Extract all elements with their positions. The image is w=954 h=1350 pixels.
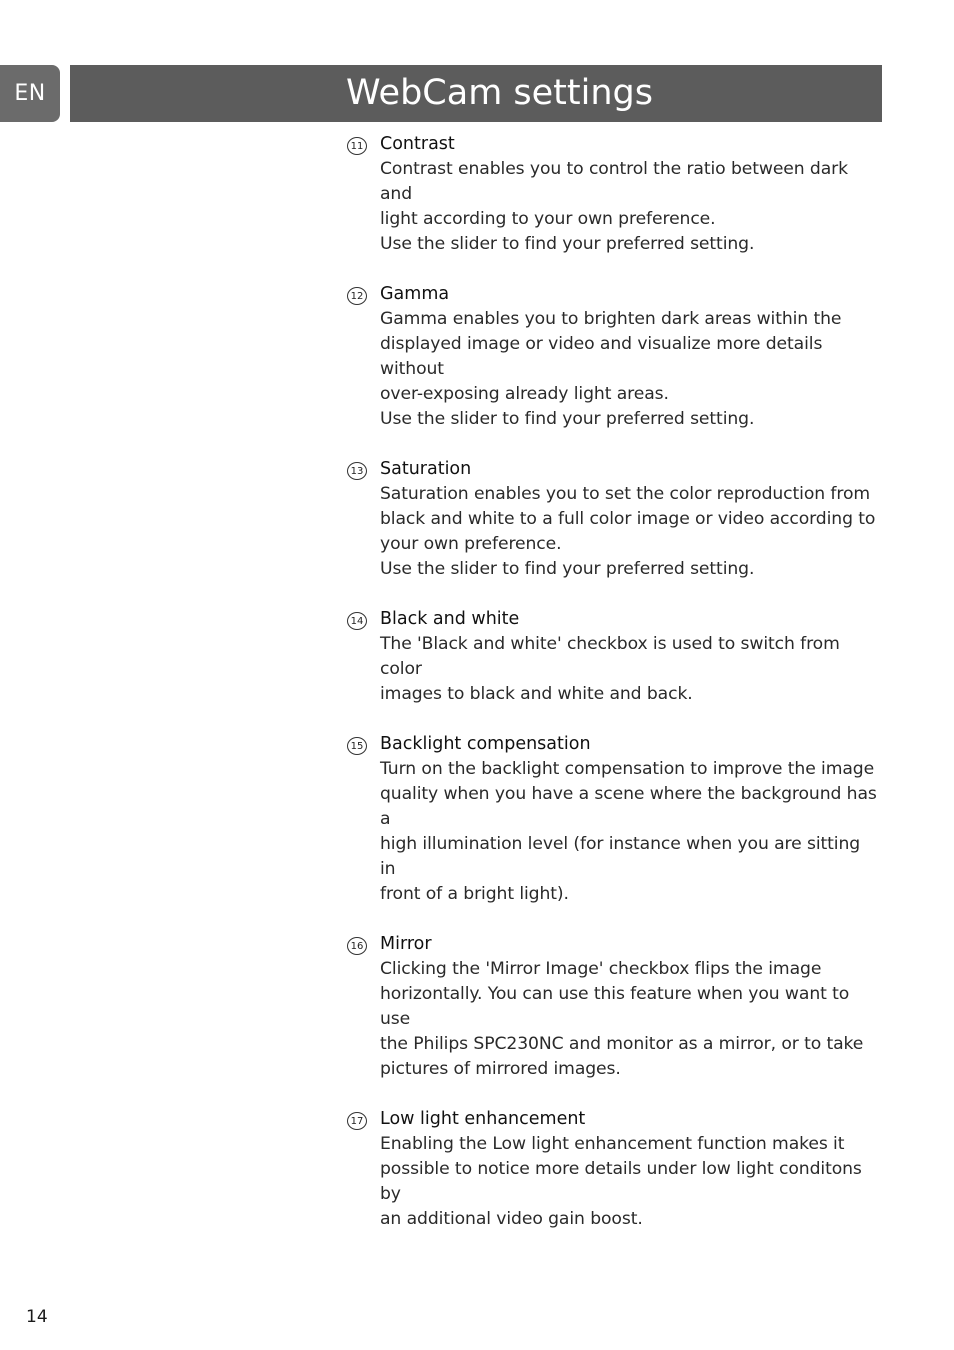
setting-description: Contrast enables you to control the ratio between dark and light according to your own preference. Use the slider to find your preferred setting. <box>380 159 848 254</box>
item-number-badge: 11 <box>347 137 367 155</box>
setting-description: Saturation enables you to set the color reproduction from black and white to a full color image or video according to your own preference. Use the slider to find your preferred setting. <box>380 484 876 579</box>
setting-black-and-white <box>347 607 877 707</box>
setting-title: Contrast <box>380 134 455 154</box>
setting-mirror <box>347 932 877 1082</box>
setting-description: The 'Black and white' checkbox is used to switch from color images to black and white and back. <box>380 634 840 704</box>
setting-description: Gamma enables you to brighten dark areas within the displayed image or video and visualize more details without over-exposing already light areas. Use the slider to find your preferred setting. <box>380 309 842 429</box>
page-number: 14 <box>26 1307 48 1327</box>
item-number-badge: 16 <box>347 937 367 955</box>
setting-title: Backlight compensation <box>380 734 591 754</box>
setting-title: Low light enhancement <box>380 1109 586 1129</box>
settings-list <box>347 132 877 1257</box>
item-number-badge: 17 <box>347 1112 367 1130</box>
setting-description: Turn on the backlight compensation to improve the image quality when you have a scene where the background has a high illumination level (for instance when you are sitting in front of a bright light). <box>380 759 877 904</box>
setting-description: Enabling the Low light enhancement function makes it possible to notice more details under low light conditons by an additional video gain boost. <box>380 1134 862 1229</box>
setting-backlight-compensation <box>347 732 877 907</box>
setting-title: Gamma <box>380 284 450 304</box>
setting-contrast <box>347 132 877 257</box>
setting-title: Saturation <box>380 459 472 479</box>
page-title: WebCam settings <box>346 73 653 113</box>
setting-title: Mirror <box>380 934 432 954</box>
setting-gamma <box>347 282 877 432</box>
item-number-badge: 15 <box>347 737 367 755</box>
setting-low-light-enhancement <box>347 1107 877 1232</box>
header-bar <box>70 65 882 122</box>
item-number-badge: 12 <box>347 287 367 305</box>
setting-title: Black and white <box>380 609 520 629</box>
item-number-badge: 14 <box>347 612 367 630</box>
setting-saturation <box>347 457 877 582</box>
setting-description: Clicking the 'Mirror Image' checkbox flips the image horizontally. You can use this feature when you want to use the Philips SPC230NC and monitor as a mirror, or to take pictures of mirrored images. <box>380 959 864 1079</box>
item-number-badge: 13 <box>347 462 367 480</box>
language-tab: EN <box>0 65 60 122</box>
